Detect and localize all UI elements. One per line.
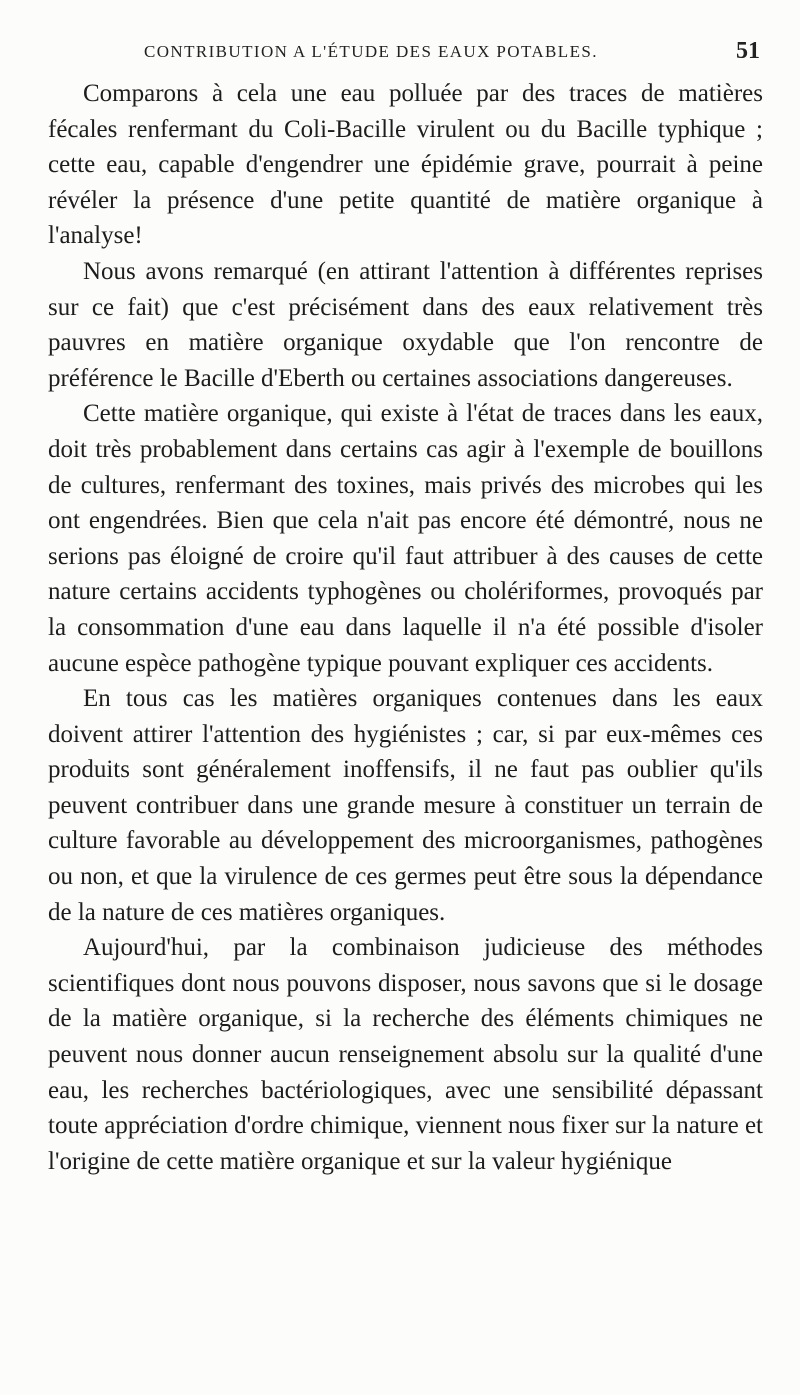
- paragraph: Comparons à cela une eau polluée par des traces de matières fécales renfermant du Coli-Bacille virulent ou du Bacille typhique ; cette eau, capable d'engendrer une épidémie grave, pourrait à peine révéler la présence d'une petite quantité de matière organique à l'analyse!: [48, 80, 763, 250]
- body-text: [48, 76, 763, 1179]
- paragraph: En tous cas les matières organiques contenues dans les eaux doivent attirer l'attention des hygiénistes ; car, si par eux-mêmes ces produits sont généralement inoffensifs, il ne faut pas oublier qu'ils peuvent contribuer dans une grande mesure à constituer un terrain de culture favorable au développement des microorganismes, pathogènes ou non, et que la virulence de ces germes peut être sous la dépendance de la nature de ces matières organiques.: [48, 685, 763, 926]
- running-title: CONTRIBUTION A L'ÉTUDE DES EAUX POTABLES.: [144, 42, 598, 61]
- paragraph: Nous avons remarqué (en attirant l'attention à différentes reprises sur ce fait) que c'est précisément dans des eaux relativement très pauvres en matière organique oxydable que l'on rencontre de préférence le Bacille d'Eberth ou certaines associations dangereuses.: [48, 257, 763, 392]
- page-number: 51: [736, 38, 760, 64]
- running-head: [48, 38, 760, 68]
- paragraph: Aujourd'hui, par la combinaison judicieuse des méthodes scientifiques dont nous pouvons disposer, nous savons que si le dosage de la matière organique, si la recherche des éléments chimiques ne peuvent nous donner aucun renseignement absolu sur la qualité d'une eau, les recherches bactériologiques, avec une sensibilité dépassant toute appréciation d'ordre chimique, viennent nous fixer sur la nature et l'origine de cette matière organique et sur la valeur hygiénique: [48, 934, 763, 1175]
- paragraph: Cette matière organique, qui existe à l'état de traces dans les eaux, doit très probablement dans certains cas agir à l'exemple de bouillons de cultures, renfermant des toxines, mais privés des microbes qui les ont engendrées. Bien que cela n'ait pas encore été démontré, nous ne serions pas éloigné de croire qu'il faut attribuer à des causes de cette nature certains accidents typhogènes ou cholériformes, provoqués par la consommation d'une eau dans laquelle il n'a été possible d'isoler aucune espèce pathogène typique pouvant expliquer ces accidents.: [48, 400, 763, 677]
